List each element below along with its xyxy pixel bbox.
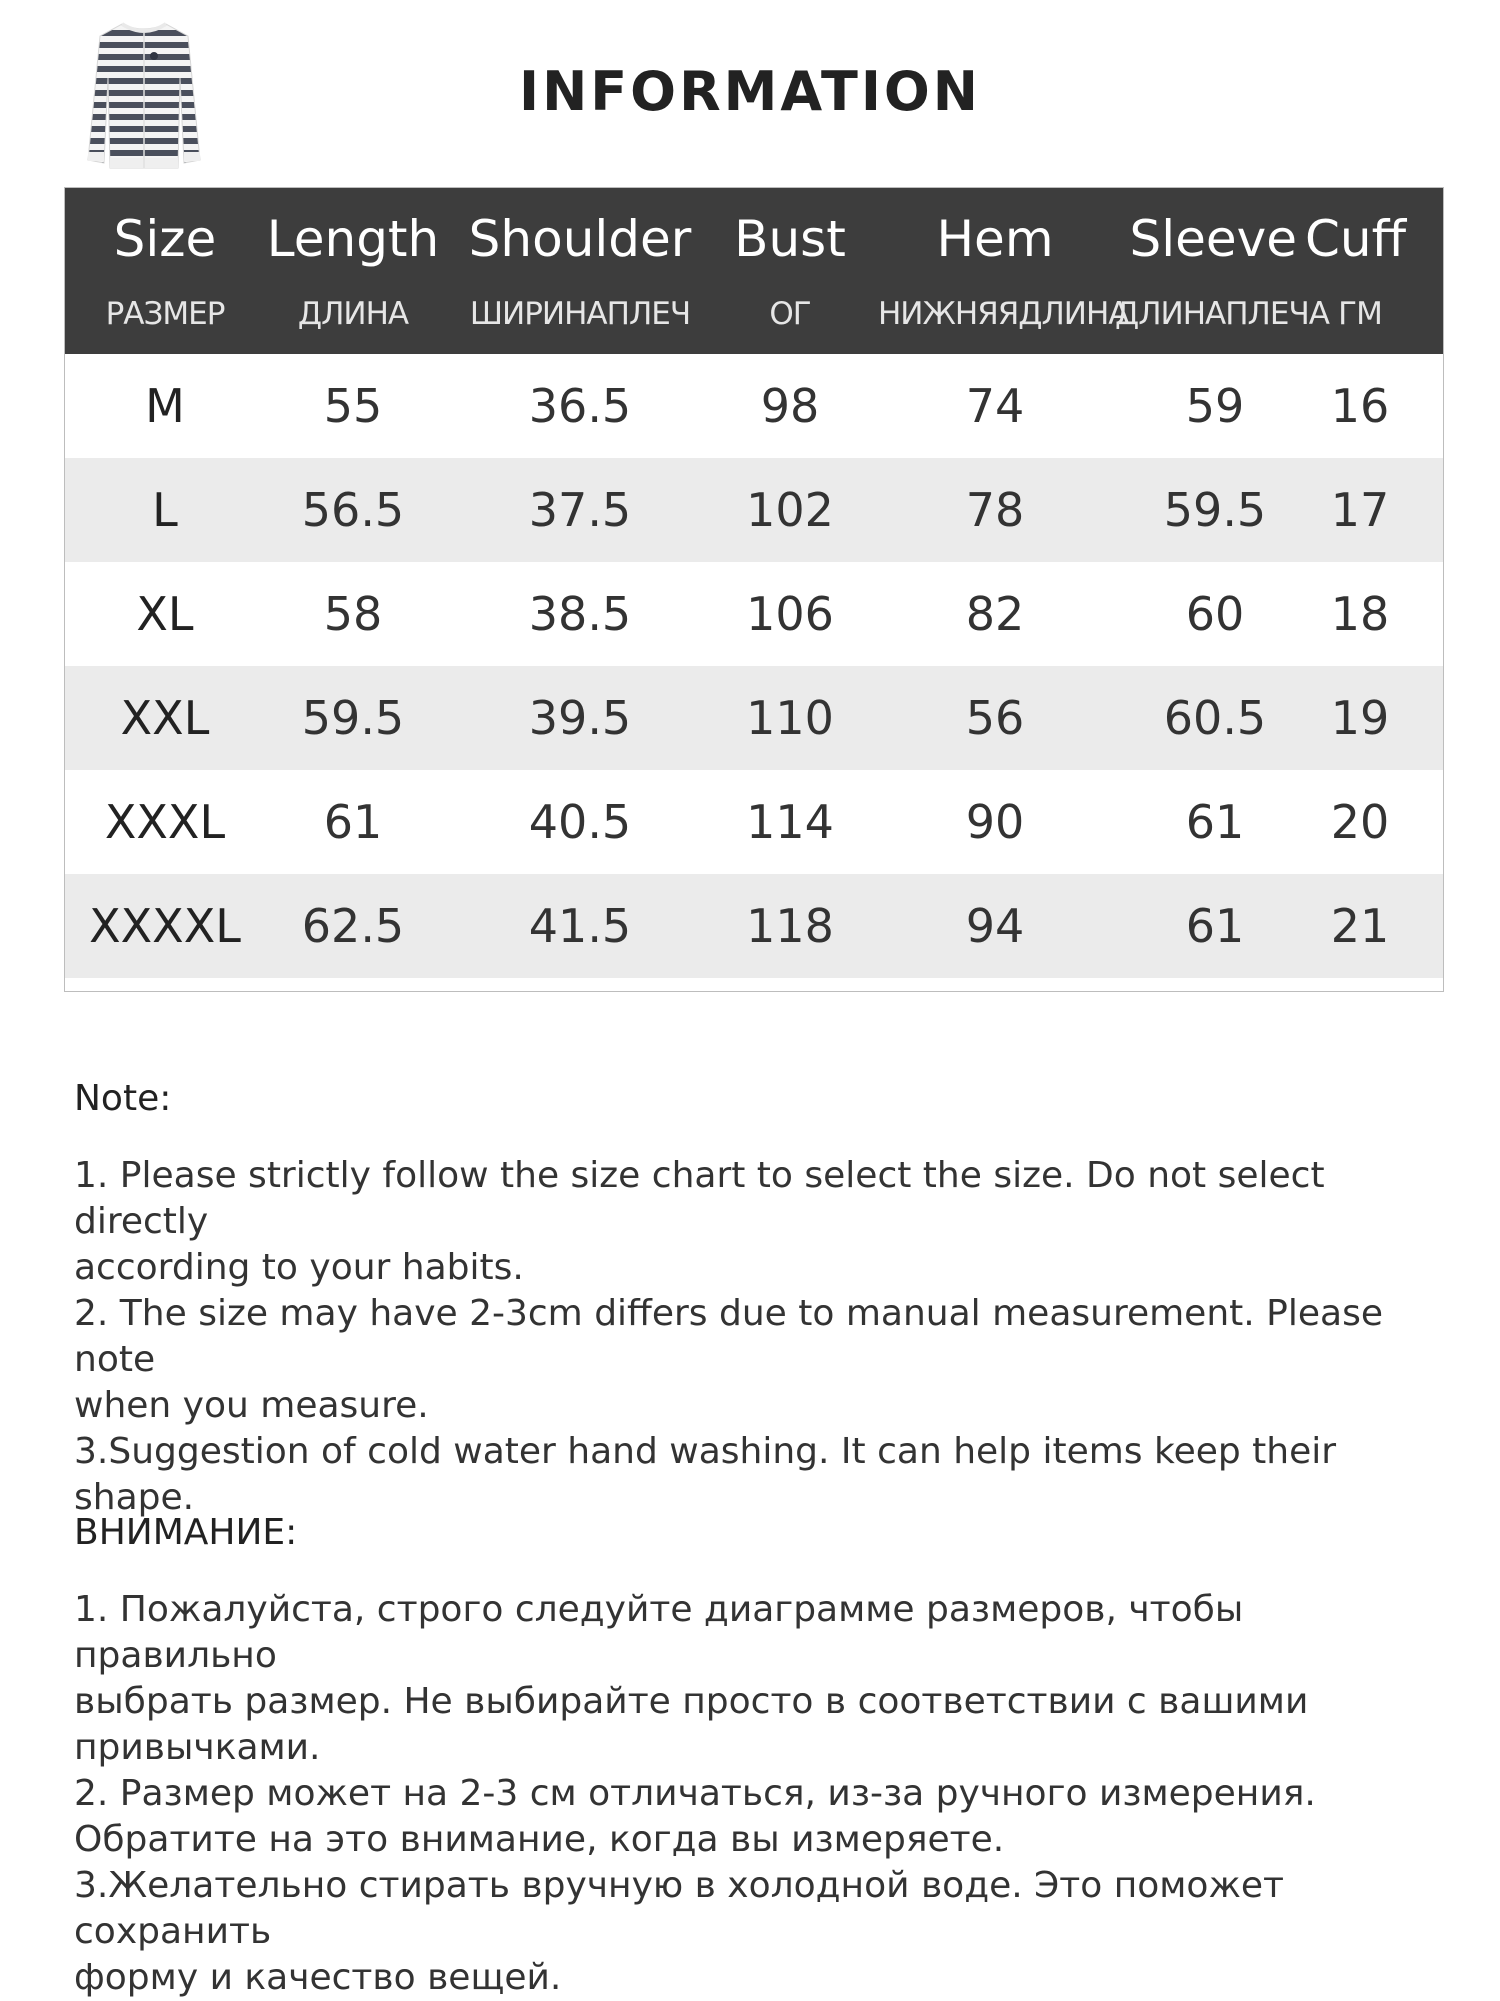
cell-length: 58 xyxy=(323,587,383,641)
cell-bust: 114 xyxy=(746,795,834,849)
col-sleeve-en: Sleeve xyxy=(1129,210,1297,268)
col-bust-ru: ОГ xyxy=(769,296,811,332)
note-line: форму и качество вещей. xyxy=(74,1957,562,1998)
cell-sleeve: 60.5 xyxy=(1163,691,1267,745)
cell-cuff: 21 xyxy=(1330,899,1390,953)
cell-size: XXXXL xyxy=(89,899,241,953)
cell-hem: 78 xyxy=(965,483,1025,537)
page-title: INFORMATION xyxy=(518,60,982,123)
note-line: 1. Please strictly follow the size chart to select the size. Do not select directly xyxy=(74,1155,1325,1242)
note-line: 2. The size may have 2-3cm differs due to manual measurement. Please note xyxy=(74,1293,1383,1380)
cell-hem: 74 xyxy=(965,379,1025,433)
note-line: Обратите на это внимание, когда вы измеряете. xyxy=(74,1819,1005,1860)
table-row xyxy=(65,354,1443,458)
col-size-ru: РАЗМЕР xyxy=(105,296,225,332)
cell-shoulder: 37.5 xyxy=(528,483,632,537)
col-cuff-ru: ГМ xyxy=(1338,296,1382,332)
note-heading: ВНИМАНИЕ: xyxy=(74,1512,298,1553)
table-header xyxy=(65,188,1443,354)
cell-shoulder: 38.5 xyxy=(528,587,632,641)
cell-hem: 94 xyxy=(965,899,1025,953)
col-cuff-en: Cuff xyxy=(1305,210,1407,268)
cell-shoulder: 39.5 xyxy=(528,691,632,745)
cell-length: 55 xyxy=(323,379,383,433)
cell-size: XXL xyxy=(120,691,210,745)
note-line: 3.Желательно стирать вручную в холодной воде. Это поможет сохранить xyxy=(74,1865,1284,1952)
cell-size: XL xyxy=(136,587,194,641)
col-shoulder-ru: ШИРИНАПЛЕЧ xyxy=(469,296,691,332)
cell-bust: 106 xyxy=(746,587,834,641)
cell-length: 62.5 xyxy=(301,899,405,953)
table-row xyxy=(65,458,1443,562)
cell-bust: 98 xyxy=(760,379,820,433)
note-russian xyxy=(74,1512,1444,2001)
note-line: 3.Suggestion of cold water hand washing. It can help items keep their shape. xyxy=(74,1431,1337,1518)
table-row xyxy=(65,562,1443,666)
table-row xyxy=(65,874,1443,978)
cell-sleeve: 59 xyxy=(1185,379,1245,433)
col-size-en: Size xyxy=(113,210,217,268)
cell-length: 61 xyxy=(323,795,383,849)
col-hem-en: Hem xyxy=(936,210,1054,268)
cell-sleeve: 59.5 xyxy=(1163,483,1267,537)
cell-length: 56.5 xyxy=(301,483,405,537)
cell-hem: 90 xyxy=(965,795,1025,849)
cell-hem: 82 xyxy=(965,587,1025,641)
cell-sleeve: 61 xyxy=(1185,795,1245,849)
col-hem-ru: НИЖНЯЯДЛИНА xyxy=(878,296,1129,332)
note-line: when you measure. xyxy=(74,1385,429,1426)
cell-cuff: 17 xyxy=(1330,483,1390,537)
cell-bust: 110 xyxy=(746,691,834,745)
col-length-ru: ДЛИНА xyxy=(297,296,409,332)
col-length-en: Length xyxy=(266,210,440,268)
table-row xyxy=(65,770,1443,874)
cell-bust: 118 xyxy=(746,899,834,953)
cell-cuff: 19 xyxy=(1330,691,1390,745)
note-line: привычками. xyxy=(74,1727,321,1768)
cell-hem: 56 xyxy=(965,691,1025,745)
note-line: 1. Пожалуйста, строго следуйте диаграмме размеров, чтобы правильно xyxy=(74,1589,1244,1676)
cell-size: L xyxy=(152,483,178,537)
cell-length: 59.5 xyxy=(301,691,405,745)
cell-sleeve: 61 xyxy=(1185,899,1245,953)
note-heading: Note: xyxy=(74,1078,172,1119)
col-shoulder-en: Shoulder xyxy=(468,210,692,268)
cell-cuff: 18 xyxy=(1330,587,1390,641)
col-bust-en: Bust xyxy=(734,210,846,268)
cell-sleeve: 60 xyxy=(1185,587,1245,641)
cell-size: XXXL xyxy=(104,795,226,849)
note-english xyxy=(74,1078,1444,1521)
cell-shoulder: 36.5 xyxy=(528,379,632,433)
cell-size: M xyxy=(145,379,185,433)
note-line: выбрать размер. Не выбирайте просто в соответствии с вашими xyxy=(74,1681,1309,1722)
size-table xyxy=(64,187,1444,992)
cell-shoulder: 40.5 xyxy=(528,795,632,849)
cell-bust: 102 xyxy=(746,483,834,537)
note-line: 2. Размер может на 2-3 см отличаться, из-за ручного измерения. xyxy=(74,1773,1316,1814)
note-line: according to your habits. xyxy=(74,1247,524,1288)
cell-shoulder: 41.5 xyxy=(528,899,632,953)
cell-cuff: 16 xyxy=(1330,379,1390,433)
col-sleeve-ru: ДЛИНАПЛЕЧА xyxy=(1115,296,1329,332)
cell-cuff: 20 xyxy=(1330,795,1390,849)
table-row xyxy=(65,666,1443,770)
